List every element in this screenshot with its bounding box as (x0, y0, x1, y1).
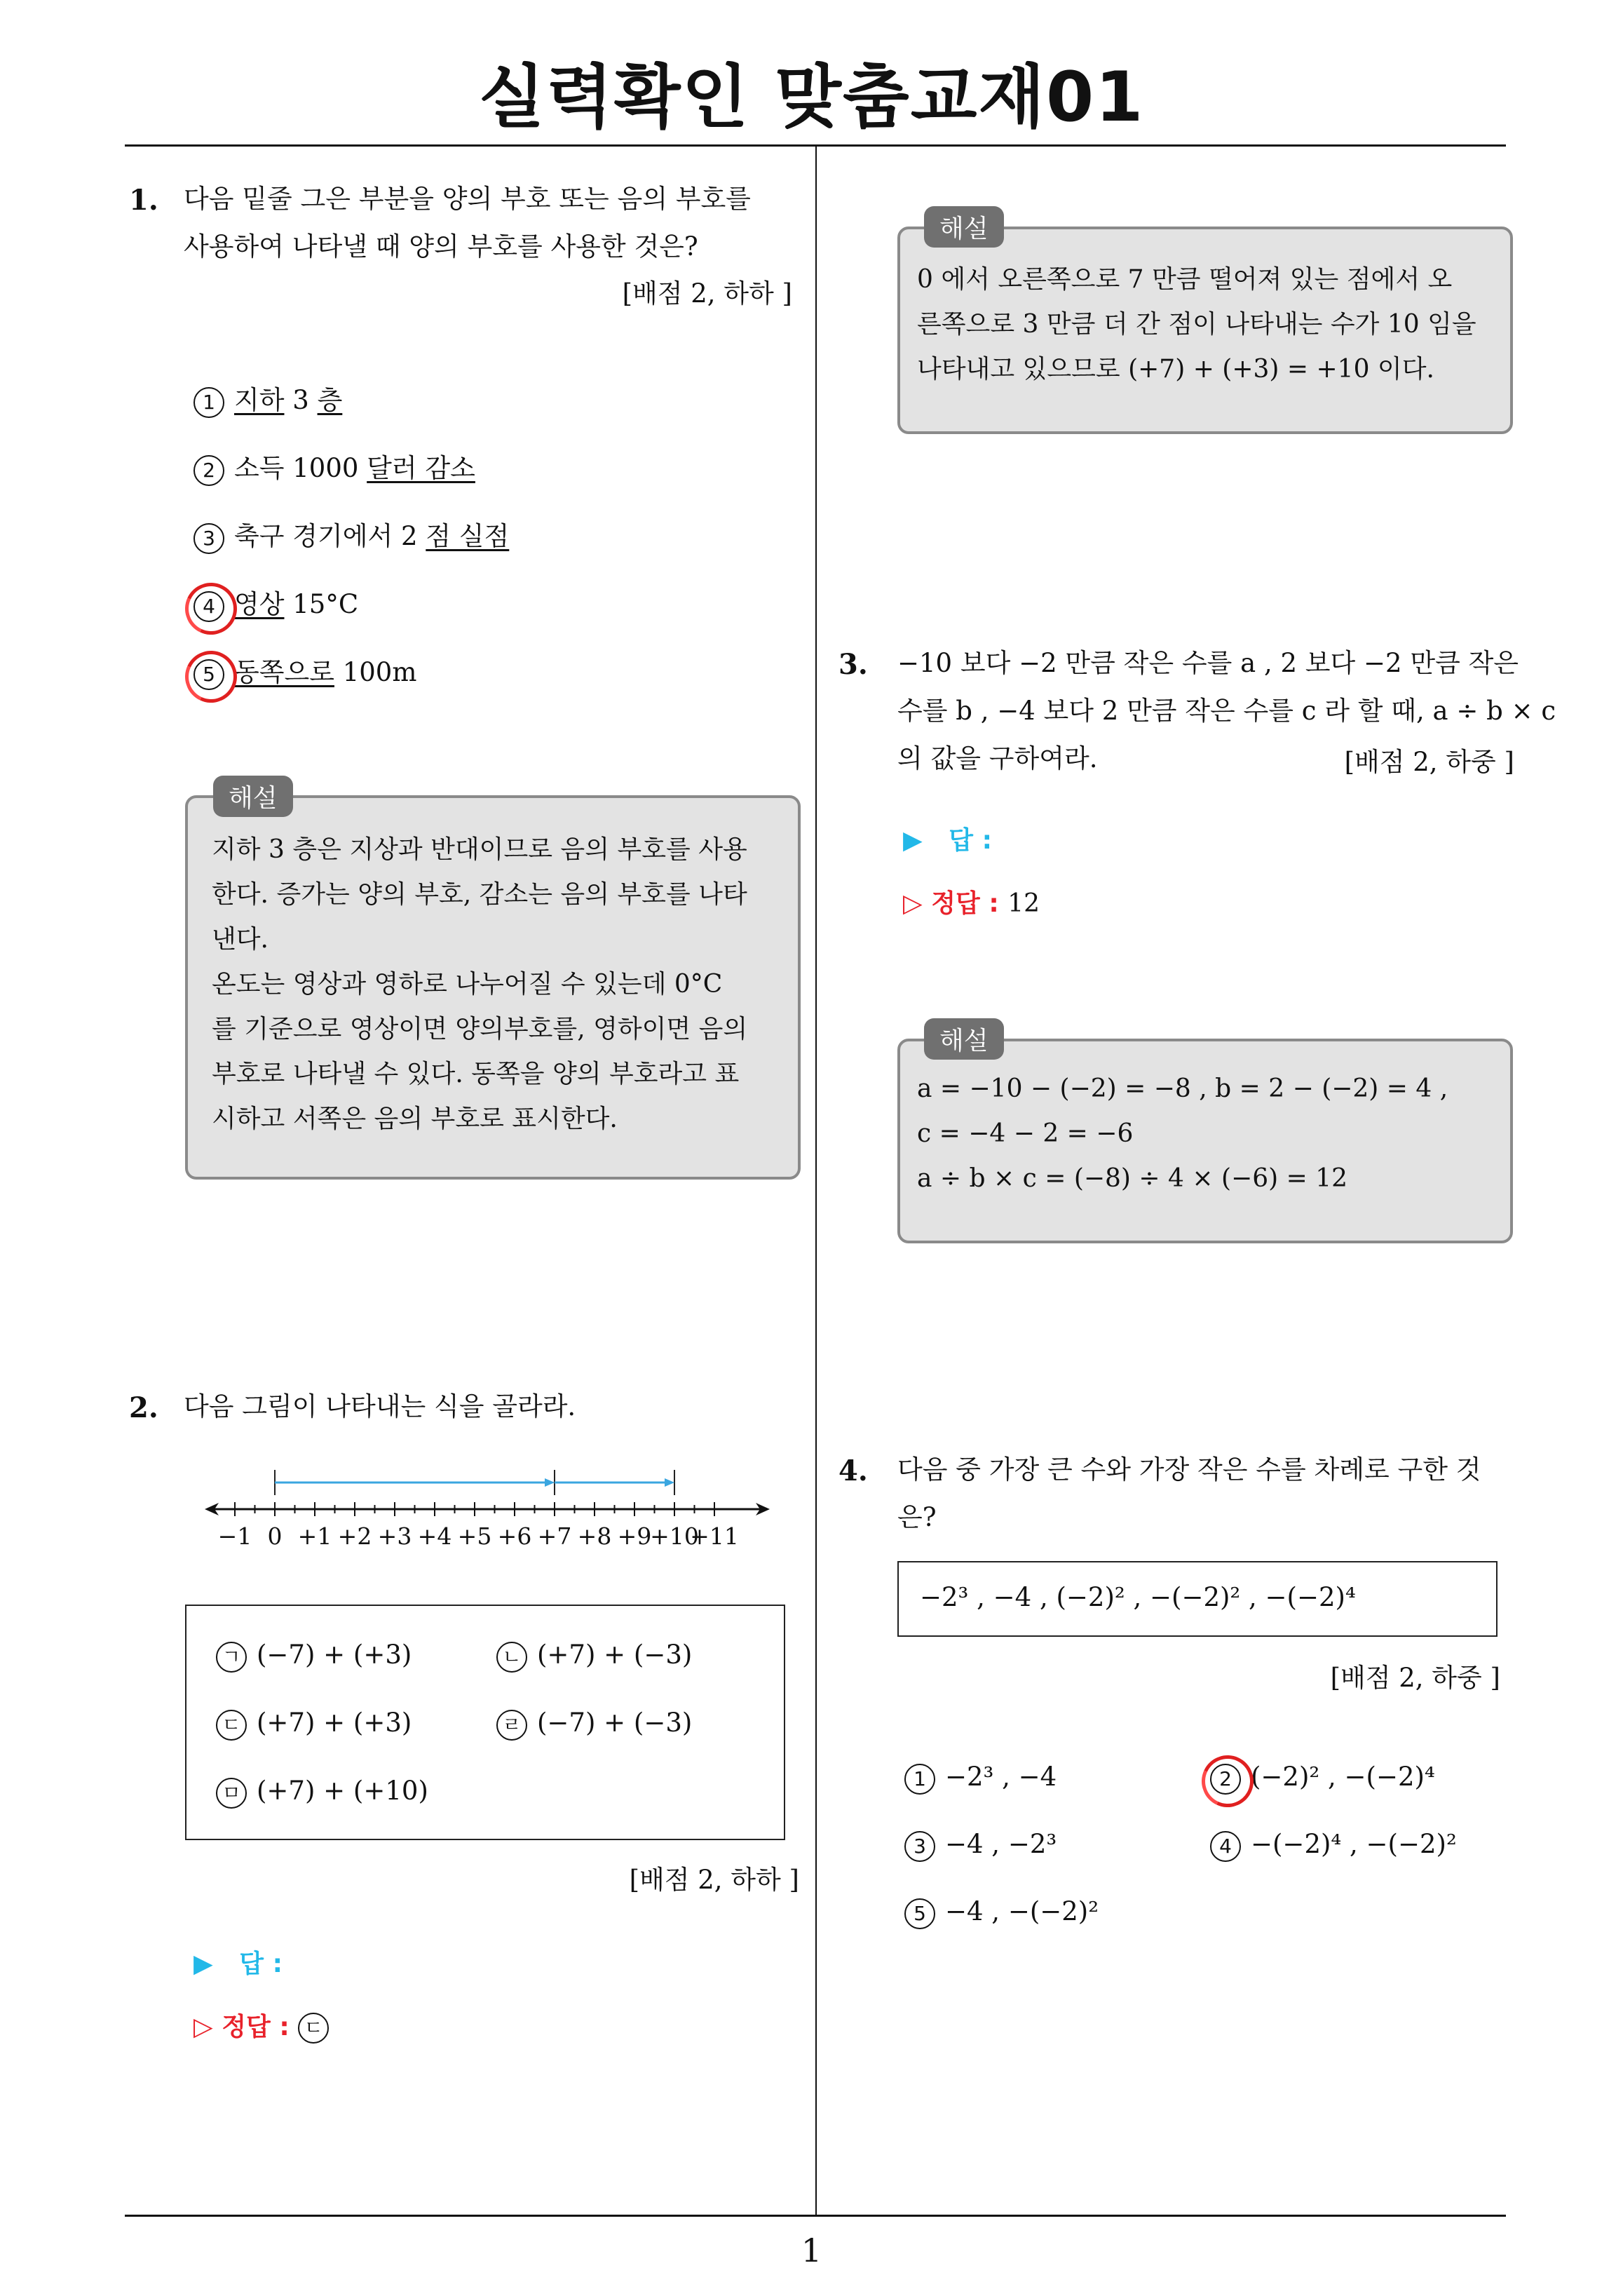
column-divider (815, 146, 817, 2216)
choice-number-3: 3 (904, 1831, 935, 1862)
q1-solution-line: 지하 3 층은 지상과 반대이므로 음의 부호를 사용 (212, 835, 747, 864)
q3-correct-label: 정답 : (931, 889, 999, 918)
q1-choice-2[interactable] (193, 447, 475, 486)
q4-choice-2-text: (−2)² , −(−2)⁴ (1251, 1762, 1435, 1792)
q2-solution-line: 른쪽으로 3 만큼 더 간 점이 나타내는 수가 10 임을 (917, 310, 1476, 339)
bottom-rule (125, 2215, 1506, 2217)
q3-number: 3. (838, 648, 868, 681)
choice-number-4-marked: 4 (193, 591, 224, 622)
q1-solution-text (212, 828, 780, 1142)
number-line-tick-label: +3 (377, 1522, 412, 1550)
number-line-tick-label: +1 (297, 1522, 332, 1550)
q4-choice-1-text: −2³ , −4 (945, 1762, 1057, 1792)
q2-solution-box (897, 227, 1513, 434)
q4-number-box (897, 1561, 1498, 1637)
q2-number: 2. (129, 1391, 158, 1424)
page-title: 실력확인 맞춤교재01 (478, 58, 1145, 137)
option-mark-ㄱ: ㄱ (216, 1642, 247, 1673)
q1-choice-5-underlined: 동쪽으로 (234, 657, 334, 687)
q3-solution-line: c = −4 − 2 = −6 (917, 1119, 1134, 1148)
q3-text-line1: −10 보다 −2 만큼 작은 수를 a , 2 보다 −2 만큼 작은 (897, 648, 1519, 678)
q3-answer-row (903, 821, 992, 856)
play-icon: ▶ (193, 1950, 213, 1978)
q2-correct-value: ㄷ (298, 2013, 329, 2044)
q3-solution-tag: 해설 (924, 1018, 1004, 1060)
option-mark-ㄷ: ㄷ (216, 1710, 247, 1741)
choice-number-5: 5 (904, 1898, 935, 1929)
q3-correct-value: 12 (1007, 889, 1040, 918)
q1-solution-line: 시하고 서쪽은 음의 부호로 표시한다. (212, 1105, 618, 1133)
q1-choice-4[interactable] (193, 583, 358, 622)
number-line (203, 1452, 799, 1557)
q3-solution-line: a = −10 − (−2) = −8 , b = 2 − (−2) = 4 , (917, 1074, 1448, 1103)
option-mark-ㄹ: ㄹ (496, 1710, 527, 1741)
q4-text-line2: 은? (897, 1502, 937, 1532)
q4-choice-1[interactable] (904, 1762, 1057, 1795)
number-line-tick-label: +9 (617, 1522, 652, 1550)
q2-answer-row (193, 1944, 283, 1980)
q2-solution-text (917, 257, 1499, 392)
q1-text (184, 175, 801, 271)
q1-solution-tag: 해설 (213, 776, 293, 817)
q2-option-expr: (+7) + (+3) (257, 1708, 412, 1738)
move-arrowhead-icon (545, 1478, 555, 1487)
q1-choice-2-underlined: 달러 감소 (367, 453, 475, 483)
number-line-tick-label: −1 (217, 1522, 252, 1550)
option-mark-ㅁ: ㅁ (216, 1778, 247, 1809)
q1-choice-5-text: 100m (334, 657, 417, 687)
q4-text-line1: 다음 중 가장 큰 수와 가장 작은 수를 차례로 구한 것 (897, 1454, 1481, 1485)
q1-choice-4-text: 15°C (284, 589, 359, 619)
q2-solution-tag: 해설 (924, 206, 1004, 248)
q1-solution-line: 부호로 나타낼 수 있다. 동쪽을 양의 부호라고 표 (212, 1060, 740, 1088)
q1-text-line2: 사용하여 나타낼 때 양의 부호를 사용한 것은? (184, 231, 698, 262)
q4-text (897, 1446, 1514, 1541)
q2-correct-row (193, 2007, 339, 2044)
q2-option-ㄹ[interactable] (496, 1708, 692, 1741)
q2-option-ㄱ[interactable] (216, 1640, 412, 1673)
q3-answer-label: 답 : (949, 826, 993, 855)
q1-solution-line: 온도는 영상과 영하로 나누어질 수 있는데 0°C (212, 970, 723, 999)
move-arrowhead-icon (665, 1478, 674, 1487)
choice-number-4: 4 (1210, 1831, 1241, 1862)
q4-choice-4-text: −(−2)⁴ , −(−2)² (1251, 1829, 1457, 1859)
q3-text-line2: 수를 b , −4 보다 2 만큼 작은 수를 c 라 할 때, a ÷ b × c (897, 696, 1556, 726)
q3-meta: [배점 2, 하중 ] (1344, 747, 1514, 777)
q1-choice-3-text: 축구 경기에서 2 (234, 521, 426, 551)
q2-option-ㅁ[interactable] (216, 1776, 428, 1809)
q2-correct-label: 정답 : (222, 2013, 290, 2041)
q3-solution-box (897, 1039, 1513, 1243)
q1-choice-2-text: 소득 1000 (234, 453, 367, 483)
q4-number-list: −2³ , −4 , (−2)² , −(−2)² , −(−2)⁴ (920, 1582, 1356, 1612)
q1-solution-line: 낸다. (212, 925, 269, 954)
number-line-tick-label: +8 (577, 1522, 612, 1550)
q4-choice-2[interactable] (1210, 1762, 1435, 1795)
number-line-tick-label: +6 (497, 1522, 532, 1550)
q1-choice-4-underlined: 영상 (234, 589, 285, 619)
q2-meta: [배점 2, 하하 ] (629, 1865, 799, 1895)
choice-number-3: 3 (193, 523, 224, 554)
q2-options-box (185, 1605, 785, 1840)
q2-option-ㄴ[interactable] (496, 1640, 692, 1673)
number-line-tick-label: +10 (650, 1522, 699, 1550)
number-line-tick-label: +2 (337, 1522, 372, 1550)
q3-text-line3: 의 값을 구하여라. (897, 743, 1098, 774)
play-icon: ▶ (903, 826, 923, 855)
q4-number: 4. (838, 1454, 868, 1487)
outline-play-icon: ▷ (193, 2013, 213, 2041)
choice-number-2-marked: 2 (1210, 1764, 1241, 1795)
q1-choice-1-text: 3 (284, 385, 318, 415)
q4-choice-5[interactable] (904, 1896, 1099, 1929)
q1-solution-line: 를 기준으로 영상이면 양의부호를, 영하이면 음의 (212, 1015, 748, 1044)
q1-choice-3[interactable] (193, 515, 509, 554)
q3-solution-line: a ÷ b × c = (−8) ÷ 4 × (−6) = 12 (917, 1164, 1348, 1193)
number-line-tick-label: +7 (537, 1522, 572, 1550)
q1-choice-1-underlined: 지하 (234, 385, 285, 415)
q1-solution-box (185, 795, 801, 1180)
q2-option-expr: (−7) + (+3) (257, 1640, 412, 1670)
outline-play-icon: ▷ (903, 889, 923, 918)
q2-text: 다음 그림이 나타내는 식을 골라라. (184, 1391, 576, 1422)
page-number: 1 (801, 2231, 822, 2269)
q4-choice-3-text: −4 , −2³ (945, 1829, 1057, 1859)
q4-choice-5-text: −4 , −(−2)² (945, 1896, 1099, 1926)
q2-answer-label: 답 : (239, 1950, 283, 1978)
q1-choice-3-underlined: 점 실점 (426, 521, 510, 551)
q4-choice-3[interactable] (904, 1829, 1057, 1862)
choice-number-5-marked: 5 (193, 659, 224, 690)
q2-option-expr: (+7) + (−3) (537, 1640, 693, 1670)
q2-option-ㄷ[interactable] (216, 1708, 412, 1741)
q2-option-expr: (+7) + (+10) (257, 1776, 428, 1806)
choice-number-1: 1 (193, 387, 224, 418)
q1-choice-1[interactable] (193, 379, 342, 418)
option-mark-ㄴ: ㄴ (496, 1642, 527, 1673)
choice-number-1: 1 (904, 1764, 935, 1795)
number-line-tick-label: +4 (417, 1522, 452, 1550)
q3-solution-text (917, 1067, 1499, 1201)
q1-text-line1: 다음 밑줄 그은 부분을 양의 부호 또는 음의 부호를 (184, 184, 751, 214)
choice-number-2: 2 (193, 455, 224, 486)
q1-solution-line: 한다. 증가는 양의 부호, 감소는 음의 부호를 나타 (212, 880, 747, 909)
q2-solution-line: 나타내고 있으므로 (+7) + (+3) = +10 이다. (917, 355, 1434, 384)
number-line-tick-label: 0 (267, 1522, 283, 1550)
q4-meta: [배점 2, 하중 ] (1330, 1663, 1500, 1693)
q4-choice-4[interactable] (1210, 1829, 1457, 1862)
q2-option-expr: (−7) + (−3) (537, 1708, 693, 1738)
q1-choice-5[interactable] (193, 651, 416, 690)
q3-correct-row (903, 884, 1040, 919)
q1-meta: [배점 2, 하하 ] (622, 278, 792, 309)
q1-number: 1. (129, 184, 158, 217)
number-line-tick-label: +11 (690, 1522, 739, 1550)
number-line-tick-label: +5 (457, 1522, 492, 1550)
q1-choice-1-underlined-2: 층 (317, 385, 343, 415)
q2-solution-line: 0 에서 오른쪽으로 7 만큼 떨어져 있는 점에서 오 (917, 265, 1453, 294)
